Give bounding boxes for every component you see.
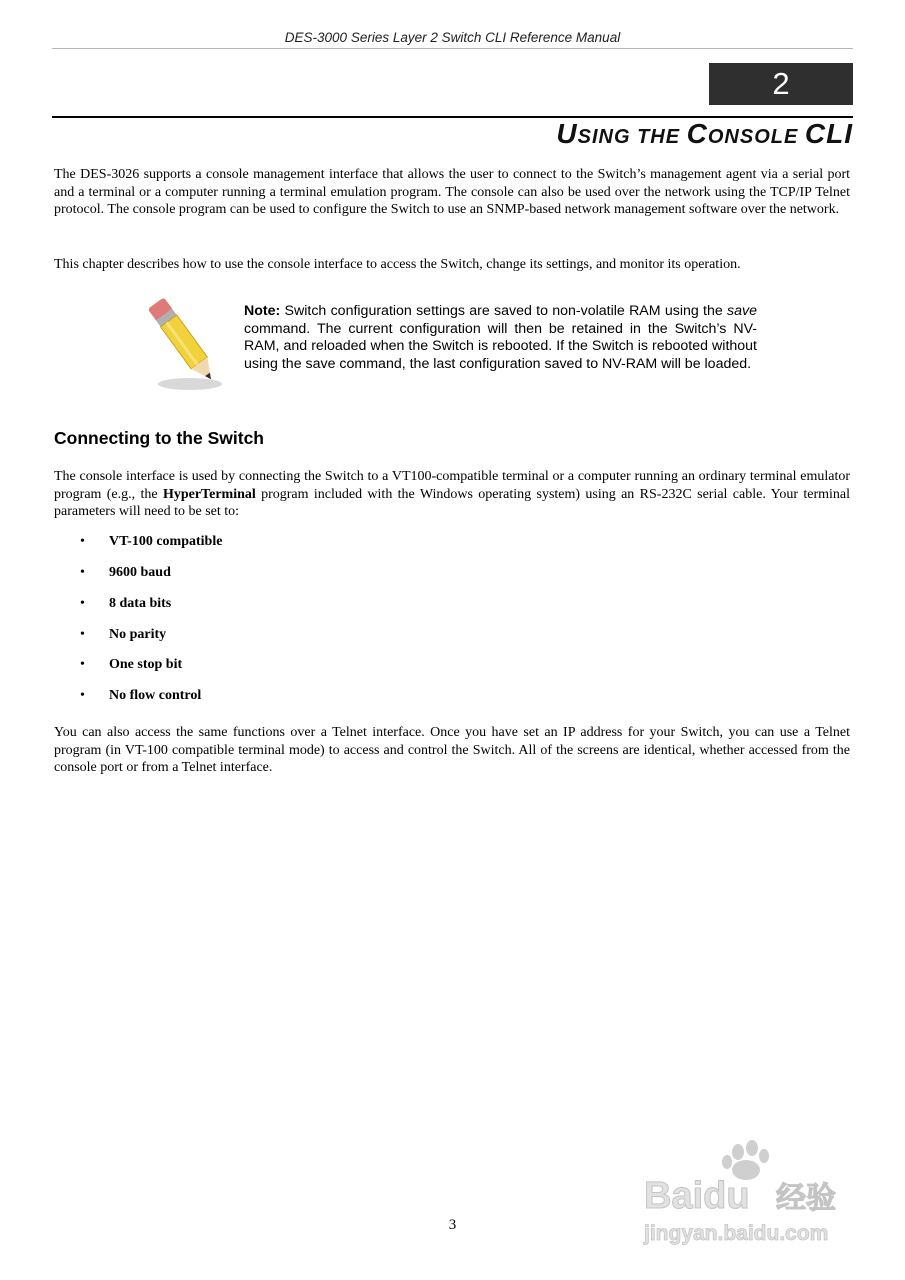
baidu-watermark-logo bbox=[640, 1140, 855, 1250]
note-body-part: command. The current configuration will then be retained in the Switch’s NV-RAM, and reloaded when the Switch is rebooted. If the Switch is rebooted without using the save command, the last configuration saved to NV-RAM will be loaded. bbox=[244, 320, 757, 372]
bullet-icon: • bbox=[80, 688, 85, 703]
watermark-brand: Baidu bbox=[644, 1175, 750, 1217]
list-item-label: No flow control bbox=[109, 688, 202, 703]
chapter-title-part: U bbox=[556, 118, 578, 149]
list-item-label: 9600 baud bbox=[109, 565, 171, 580]
page-number: 3 bbox=[448, 1217, 457, 1233]
chapter-title-part: CLI bbox=[804, 118, 853, 149]
note-text bbox=[244, 303, 757, 373]
bullet-icon: • bbox=[80, 565, 85, 580]
section-heading: Connecting to the Switch bbox=[54, 428, 264, 448]
bullet-icon: • bbox=[80, 627, 85, 642]
list-item-label: No parity bbox=[109, 627, 167, 642]
list-item-label: VT-100 compatible bbox=[109, 534, 223, 549]
hyperterminal-emphasis: HyperTerminal bbox=[162, 486, 256, 502]
chapter-description-paragraph: This chapter describes how to use the console interface to access the Switch, change its settings, and monitor its operation. bbox=[54, 257, 741, 272]
connection-text: The console interface is used by connecting the Switch to a VT100-compatible terminal or a computer running an ordinary terminal emulator program (e.g., the bbox=[54, 469, 850, 502]
telnet-paragraph: You can also access the same functions over a Telnet interface. Once you have set an IP address for your Switch, you can use a Telnet program (in VT-100 compatible terminal mode) to access and control the Switch. All of the screens are identical, whether accessed from the console port or from a Telnet interface. bbox=[54, 725, 850, 776]
watermark-cn: 经验 bbox=[776, 1181, 836, 1216]
running-header: DES-3000 Series Layer 2 Switch CLI Reference Manual bbox=[284, 30, 621, 45]
watermark-url: jingyan.baidu.com bbox=[644, 1222, 829, 1245]
list-item-label: One stop bit bbox=[109, 657, 183, 672]
chapter-number-box: 2 bbox=[709, 63, 853, 105]
list-item-label: 8 data bits bbox=[109, 596, 172, 611]
note-command: save bbox=[727, 303, 757, 319]
chapter-title-part: C bbox=[686, 118, 708, 149]
chapter-title bbox=[556, 118, 853, 153]
bullet-icon: • bbox=[80, 657, 85, 672]
intro-paragraph: The DES-3026 supports a console management interface that allows the user to connect to the Switch’s management agent via a serial port and a terminal or a computer running a terminal emulation program. The console can also be used over the network using the TCP/IP Telnet protocol. The console program can be used to configure the Switch to use an SNMP-based network management software over the network. bbox=[54, 167, 850, 218]
bullet-icon: • bbox=[80, 534, 85, 549]
connection-paragraph bbox=[54, 468, 850, 521]
chapter-title-part: ONSOLE bbox=[707, 126, 805, 148]
header-rule bbox=[52, 48, 853, 49]
chapter-title-part: SING THE bbox=[577, 126, 687, 148]
note-label: Note: bbox=[244, 303, 281, 319]
connection-text: program included with the Windows operating system) using an RS-232C serial cable. Your terminal parameters will need to be set to: bbox=[54, 486, 850, 520]
pencil-icon bbox=[138, 292, 230, 394]
bullet-icon: • bbox=[80, 596, 85, 611]
note-body-part: Switch configuration settings are saved to non-volatile RAM using the bbox=[280, 303, 728, 319]
